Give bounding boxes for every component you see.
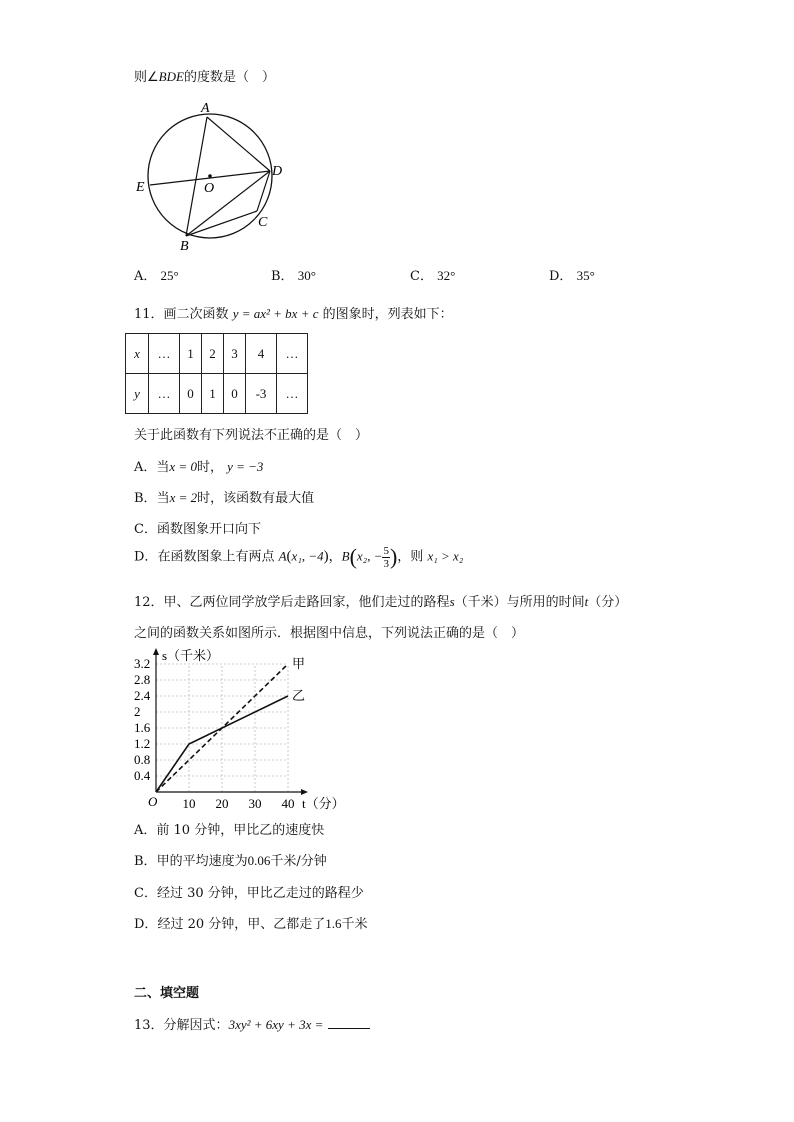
table-cell: -3 — [246, 374, 277, 414]
x-tick-label: 30 — [248, 796, 262, 811]
x-tick-label: 20 — [215, 796, 229, 811]
table-cell: 3 — [224, 334, 246, 374]
label-b: B — [180, 239, 189, 252]
q12-option-a[interactable]: A．前 10 分钟，甲比乙的速度快 — [134, 823, 325, 838]
q12-option-b[interactable]: B．甲的平均速度为0.06千米/分钟 — [134, 853, 327, 869]
y-tick-label: 2.4 — [134, 688, 151, 703]
section-title: 二、填空题 — [134, 986, 200, 1001]
table-cell: x — [126, 334, 149, 374]
y-tick-label: 2.8 — [134, 672, 151, 687]
label-e: E — [136, 180, 145, 195]
distance-time-chart — [130, 644, 355, 816]
q11-stem: 11．画二次函数 y = ax² + bx + c 的图象时，列表如下： — [134, 306, 453, 322]
answer-blank[interactable] — [328, 1016, 370, 1029]
chord-ad — [207, 117, 270, 171]
table-cell: y — [126, 374, 149, 414]
table-cell: 4 — [246, 334, 277, 374]
circle-figure — [128, 98, 298, 252]
q10-option-c[interactable]: C． 32° — [410, 268, 456, 284]
q12-option-d[interactable]: D．经过 20 分钟，甲、乙都走了1.6千米 — [134, 916, 368, 932]
y-tick-label: 0.4 — [134, 768, 151, 783]
q12-stem-line1: 12．甲、乙两位同学放学后走路回家，他们走过的路程s（千米）与所用的时间t（分） — [134, 594, 628, 610]
table-cell: 0 — [180, 374, 202, 414]
center-point — [208, 174, 212, 178]
q11-option-a[interactable]: A．当x = 0时， y = −3 — [134, 459, 264, 475]
chord-cd — [257, 171, 270, 211]
table-cell: 2 — [202, 334, 224, 374]
y-tick-label: 2 — [134, 704, 141, 719]
y-axis-arrow — [153, 648, 159, 655]
x-tick-label: 40 — [281, 796, 295, 811]
table-cell: … — [277, 334, 308, 374]
label-d: D — [272, 164, 283, 179]
y-tick-label: 3.2 — [134, 656, 151, 671]
table-cell: 0 — [224, 374, 246, 414]
q12-stem-line2: 之间的函数关系如图所示．根据图中信息，下列说法正确的是（ ） — [134, 626, 525, 641]
table-cell: … — [277, 374, 308, 414]
table-cell: … — [149, 334, 180, 374]
table-cell: 1 — [202, 374, 224, 414]
origin-label: O — [148, 794, 158, 809]
label-o: O — [204, 181, 215, 196]
x-axis-label: t（分） — [302, 796, 345, 811]
value-table — [125, 333, 308, 414]
y-tick-label: 1.6 — [134, 720, 151, 735]
q10-option-d[interactable]: D． 35° — [549, 268, 595, 284]
q12-option-c[interactable]: C．经过 30 分钟，甲比乙走过的路程少 — [134, 886, 364, 901]
y-axis-label: s（千米） — [162, 648, 220, 663]
label-a: A — [201, 101, 210, 116]
table-cell: 1 — [180, 334, 202, 374]
q10-stem: 则∠BDE的度数是（ ） — [134, 69, 275, 85]
q11-option-c[interactable]: C．函数图象开口向下 — [134, 522, 261, 537]
fraction-five-thirds: $\frac{5}{3}$ — [383, 544, 389, 570]
table-row — [126, 374, 308, 414]
y-tick-label: 0.8 — [134, 752, 151, 767]
table-row — [126, 334, 308, 374]
label-c: C — [258, 215, 268, 230]
table-cell: … — [149, 374, 180, 414]
y-tick-label: 1.2 — [134, 736, 151, 751]
q11-question: 关于此函数有下列说法不正确的是（ ） — [134, 428, 369, 443]
q11-option-b[interactable]: B．当x = 2时，该函数有最大值 — [134, 490, 315, 506]
chord-ab — [186, 117, 207, 236]
q13-stem: 13．分解因式：3xy² + 6xy + 3x = — [134, 1014, 370, 1033]
series-label-jia: 甲 — [292, 656, 306, 671]
x-tick-label: 10 — [182, 796, 196, 811]
x-axis-arrow — [301, 789, 308, 795]
chord-bc — [186, 211, 257, 236]
q11-option-d[interactable]: D．在函数图象上有两点 A(x₁, −4)，B(x₂, − $\frac{5}{3}$ )，则 x₁ > x₂ — [134, 544, 464, 570]
q10-option-b[interactable]: B． 30° — [271, 268, 316, 284]
series-label-yi: 乙 — [292, 688, 306, 703]
q10-option-a[interactable]: A． 25° — [134, 268, 179, 284]
